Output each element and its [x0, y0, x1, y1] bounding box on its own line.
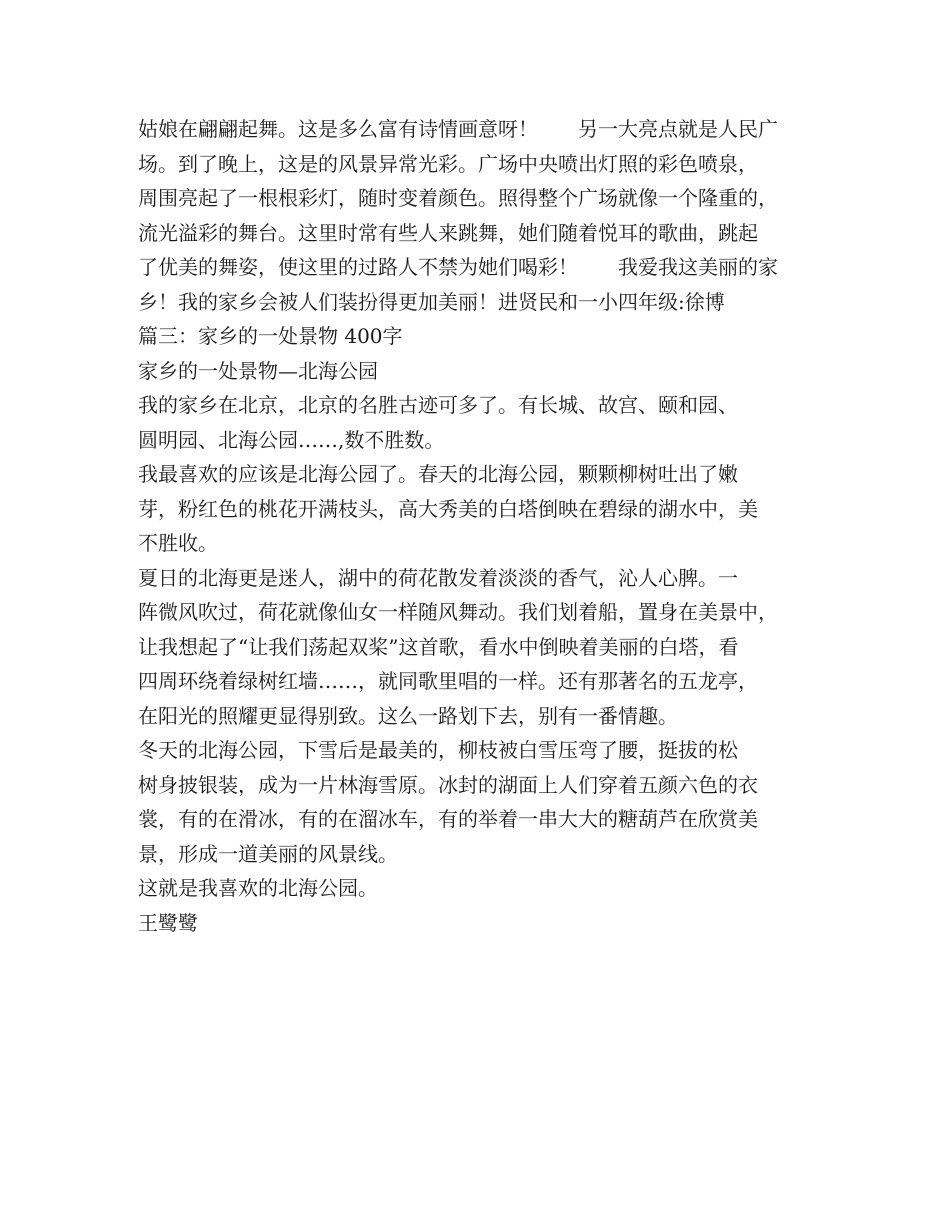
section-heading: 篇三：家乡的一处景物 400字 — [138, 324, 403, 348]
text-line: 四周环绕着绿树红墙……，就同歌里唱的一样。还有那著名的五龙亭， — [138, 669, 758, 693]
text-line: 周围亮起了一根根彩灯，随时变着颜色。照得整个广场就像一个隆重的， — [138, 186, 778, 210]
text-line: 树身披银装，成为一片林海雪原。冰封的湖面上人们穿着五颜六色的衣 — [138, 772, 758, 797]
author-name: 王鹭鹭 — [138, 910, 198, 935]
text-line: 不胜收。 — [138, 531, 218, 555]
text-line: 流光溢彩的舞台。这里时常有些人来跳舞，她们随着悦耳的歌曲，跳起 — [138, 220, 758, 245]
text-line: 阵微风吹过，荷花就像仙女一样随风舞动。我们划着船，置身在美景中， — [138, 600, 778, 624]
text-line: 芽，粉红色的桃花开满枝头，高大秀美的白塔倒映在碧绿的湖水中，美 — [138, 496, 758, 521]
text-line: 乡！我的家乡会被人们装扮得更加美丽！进贤民和一小四年级:徐博 — [138, 289, 725, 314]
text-line: 让我想起了“让我们荡起双桨”这首歌，看水中倒映着美丽的白塔，看 — [138, 634, 739, 659]
document-body — [138, 112, 838, 940]
text-line: 姑娘在翩翩起舞。这是多么富有诗情画意呀！ 另一大亮点就是人民广 — [138, 117, 778, 141]
text-line: 裳，有的在滑冰，有的在溜冰车，有的举着一串大大的糖葫芦在欣赏美 — [138, 807, 758, 831]
text-line: 圆明园、北海公园……,数不胜数。 — [138, 427, 445, 452]
text-line: 冬天的北海公园，下雪后是最美的，柳枝被白雪压弯了腰，挺拔的松 — [138, 738, 738, 762]
article-title: 家乡的一处景物—北海公园 — [138, 358, 378, 383]
text-line: 场。到了晚上，这是的风景异常光彩。广场中央喷出灯照的彩色喷泉， — [138, 151, 758, 176]
text-line: 我最喜欢的应该是北海公园了。春天的北海公园，颗颗柳树吐出了嫩 — [138, 462, 738, 486]
text-line: 在阳光的照耀更显得别致。这么一路划下去，别有一番情趣。 — [138, 703, 678, 728]
text-line: 我的家乡在北京，北京的名胜古迹可多了。有长城、故宫、颐和园、 — [138, 393, 738, 417]
text-line: 了优美的舞姿，使这里的过路人不禁为她们喝彩！ 我爱我这美丽的家 — [138, 255, 778, 279]
text-line: 这就是我喜欢的北海公园。 — [138, 876, 378, 900]
text-line: 景，形成一道美丽的风景线。 — [138, 841, 398, 866]
text-line: 夏日的北海更是迷人，湖中的荷花散发着淡淡的香气，沁人心脾。一 — [138, 565, 738, 590]
